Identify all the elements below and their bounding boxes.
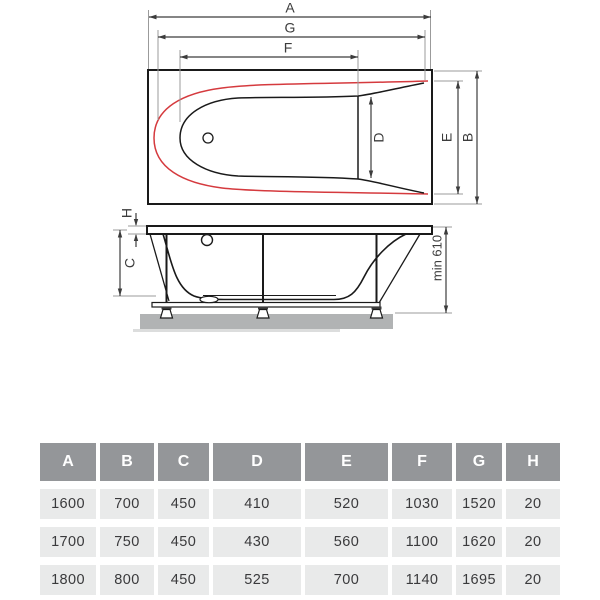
dim-H bbox=[119, 208, 146, 247]
header-cell-c: C bbox=[158, 443, 209, 481]
dim-label-e: E bbox=[438, 132, 455, 143]
drain-fitting bbox=[200, 296, 218, 302]
cell-e: 560 bbox=[305, 527, 388, 557]
cell-d: 525 bbox=[213, 565, 301, 595]
cell-e: 520 bbox=[305, 489, 388, 519]
table-row bbox=[40, 565, 560, 595]
header-cell-d: D bbox=[213, 443, 301, 481]
cell-d: 430 bbox=[213, 527, 301, 557]
cell-c: 450 bbox=[158, 527, 209, 557]
cell-b: 700 bbox=[100, 489, 154, 519]
cell-h: 20 bbox=[506, 565, 560, 595]
dim-label-f: F bbox=[283, 39, 293, 56]
dim-label-c: C bbox=[121, 257, 138, 269]
dim-label-a: A bbox=[285, 0, 295, 16]
tub-profile bbox=[163, 234, 406, 300]
top-view bbox=[148, 70, 432, 204]
header-cell-e: E bbox=[305, 443, 388, 481]
table-row bbox=[40, 489, 560, 519]
cell-g: 1695 bbox=[456, 565, 502, 595]
spec-table bbox=[40, 443, 560, 600]
overflow-hole bbox=[202, 235, 213, 246]
cell-f: 1100 bbox=[392, 527, 452, 557]
cell-a: 1800 bbox=[40, 565, 96, 595]
dim-label-b: B bbox=[459, 132, 476, 143]
dim-label-min-height: min 610 bbox=[429, 234, 445, 282]
header-cell-a: A bbox=[40, 443, 96, 481]
header-cell-b: B bbox=[100, 443, 154, 481]
dim-label-d: D bbox=[370, 132, 387, 143]
dim-label-h: H bbox=[118, 207, 135, 219]
cell-a: 1600 bbox=[40, 489, 96, 519]
cell-f: 1030 bbox=[392, 489, 452, 519]
header-cell-g: G bbox=[456, 443, 502, 481]
cell-g: 1620 bbox=[456, 527, 502, 557]
cell-c: 450 bbox=[158, 565, 209, 595]
support-frame bbox=[150, 234, 420, 318]
cell-h: 20 bbox=[506, 527, 560, 557]
table-header-row bbox=[40, 443, 560, 481]
cell-c: 450 bbox=[158, 489, 209, 519]
deck-profile bbox=[147, 226, 432, 234]
dim-min-height bbox=[395, 227, 452, 313]
table-row bbox=[40, 527, 560, 557]
base-rail bbox=[152, 303, 380, 308]
frame-foot bbox=[371, 310, 383, 319]
frame-foot bbox=[257, 310, 269, 319]
drain-hole bbox=[203, 133, 213, 143]
cell-b: 750 bbox=[100, 527, 154, 557]
cell-e: 700 bbox=[305, 565, 388, 595]
dim-label-g: G bbox=[284, 19, 296, 36]
frame-strut-right bbox=[379, 234, 420, 303]
frame-foot bbox=[161, 310, 173, 319]
cell-b: 800 bbox=[100, 565, 154, 595]
cell-g: 1520 bbox=[456, 489, 502, 519]
header-cell-f: F bbox=[392, 443, 452, 481]
header-cell-h: H bbox=[506, 443, 560, 481]
dim-E bbox=[434, 81, 463, 194]
cell-f: 1140 bbox=[392, 565, 452, 595]
floor-edge bbox=[133, 329, 340, 332]
side-view bbox=[133, 226, 432, 332]
cell-a: 1700 bbox=[40, 527, 96, 557]
cell-d: 410 bbox=[213, 489, 301, 519]
cell-h: 20 bbox=[506, 489, 560, 519]
